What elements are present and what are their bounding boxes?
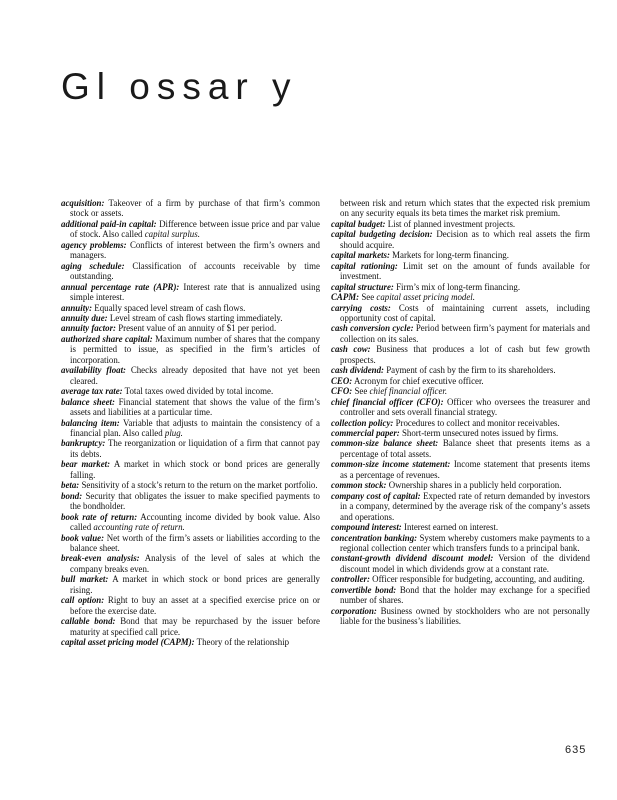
glossary-entry [331,574,590,584]
glossary-entry [331,219,590,229]
glossary-definition: Analysis of the level of sales at which the company breaks even. [70,553,320,574]
glossary-term: capital structure: [331,281,394,292]
glossary-definition: Accounting income divided by book value. Also called [70,511,320,533]
glossary-term: common-size income statement: [331,459,451,470]
glossary-entry [61,334,320,365]
glossary-entry [331,397,590,418]
glossary-entry [331,533,590,554]
glossary-entry [61,386,320,396]
glossary-definition: Short-term unsecured notes issued by firms. [399,427,559,438]
glossary-entry [61,323,320,333]
glossary-entry [61,533,320,554]
glossary-entry [331,418,590,428]
glossary-definition: See [352,386,370,397]
glossary-term: compound interest: [331,522,402,533]
glossary-entry [331,198,590,219]
glossary-definition: Decision as to which real assets the firm should acquire. [340,229,590,250]
glossary-term: agency problems: [61,239,127,250]
glossary-definition: Bond that the holder may exchange for a specified number of shares. [340,584,590,606]
glossary-definition: Financial statement that shows the value of the firm’s assets and liabilities at a particular time. [70,396,320,418]
glossary-definition: Acronym for chief executive officer. [352,375,484,386]
glossary-entry [61,574,320,595]
glossary-term: capital budget: [331,218,386,229]
glossary-term: balance sheet: [61,396,115,407]
glossary-entry [61,282,320,303]
glossary-entry [331,261,590,282]
glossary-entry [61,480,320,490]
glossary-entry [331,480,590,490]
glossary-definition: List of planned investment projects. [385,218,516,229]
glossary-entry [61,438,320,459]
glossary-term: CEO: [331,375,353,386]
glossary-entry [61,418,320,439]
glossary-term: commercial paper: [331,427,400,438]
glossary-term: capital budgeting decision: [331,229,433,240]
glossary-entry [61,553,320,574]
glossary-term: cash dividend: [331,365,384,376]
glossary-term: CAPM: [331,292,360,303]
glossary-definition: A market in which stock or bond prices are generally falling. [70,459,320,480]
glossary-term: capital rationing: [331,260,398,271]
glossary-entry [331,522,590,532]
glossary-definition: Takeover of a firm by purchase of that firm’s common stock or assets. [70,198,320,219]
glossary-entry [61,491,320,512]
glossary-definition: Interest rate that is annualized using simple interest. [70,281,321,303]
glossary-column-right [331,198,590,627]
glossary-cross-reference: accounting rate of return. [93,522,185,533]
glossary-entry [331,323,590,344]
glossary-definition: Firm’s mix of long-term financing. [393,281,521,292]
glossary-entry [331,344,590,365]
glossary-term: capital asset pricing model (CAPM): [61,637,195,648]
glossary-definition: between risk and return which states that the expected risk premium on any security equals its beta times the market risk premium. [340,198,590,219]
glossary-definition: Theory of the relationship [194,637,290,648]
glossary-entry [331,438,590,459]
glossary-entry [331,292,590,302]
glossary-term: chief financial officer (CFO): [331,396,444,407]
glossary-definition: Sensitivity of a stock’s return to the return on the market portfolio. [79,480,318,491]
glossary-entry [61,219,320,240]
glossary-definition: Business owned by stockholders who are not personally liable for the business’s liabilities. [340,605,590,627]
glossary-definition: Difference between issue price and par value of stock. Also called [70,218,320,240]
glossary-term: cash conversion cycle: [331,323,414,334]
glossary-cross-reference: capital surplus. [144,229,200,240]
glossary-term: company cost of capital: [331,490,421,501]
glossary-entry [61,637,320,647]
glossary-definition: Checks already deposited that have not yet been cleared. [70,365,320,386]
glossary-definition: Costs of maintaining current assets, including opportunity cost of capital. [340,302,590,323]
glossary-entry [331,282,590,292]
glossary-term: authorized share capital: [61,333,153,344]
glossary-definition: Income statement that presents items as a percentage of revenues. [340,459,590,480]
glossary-term: break-even analysis: [61,553,140,564]
glossary-term: call option: [61,595,105,606]
glossary-term: bull market: [61,574,109,585]
glossary-entry [61,397,320,418]
glossary-term: availability float: [61,365,126,376]
glossary-entry [61,459,320,480]
glossary-term: average tax rate: [61,386,123,397]
glossary-definition: Period between firm’s payment for materials and collection on its sales. [340,323,590,344]
glossary-entry [331,459,590,480]
glossary-definition: Conflicts of interest between the firm’s owners and managers. [70,239,320,261]
glossary-definition: Officer responsible for budgeting, accounting, and auditing. [369,574,585,585]
glossary-term: bond: [61,490,83,501]
glossary-definition: Officer who oversees the treasurer and controller and sets overall financial strategy. [340,396,591,418]
glossary-entry [331,428,590,438]
glossary-definition: Limit set on the amount of funds available for investment. [340,260,590,282]
glossary-definition: A market in which stock or bond prices are generally rising. [70,574,320,595]
glossary-definition: Markets for long-term financing. [389,250,509,261]
glossary-term: carrying costs: [331,302,391,313]
glossary-definition: Expected rate of return demanded by investors in a company, determined by the average risk of the company’s assets and operations. [340,490,590,522]
glossary-definition: System whereby customers make payments to a regional collection center which transfers funds to a principal bank. [340,532,590,553]
glossary-entry [331,303,590,324]
glossary-definition: Variable that adjusts to maintain the consistency of a financial plan. Also called [70,417,320,438]
glossary-entry [331,365,590,375]
glossary-entry [61,261,320,282]
glossary-term: common stock: [331,480,387,491]
glossary-definition: Payment of cash by the firm to its shareholders. [384,365,556,376]
glossary-definition: Classification of accounts receivable by time outstanding. [70,260,320,282]
glossary-entry [61,595,320,616]
glossary-entry [331,229,590,250]
glossary-column-left [61,198,320,647]
glossary-entry [61,240,320,261]
glossary-entry [331,553,590,574]
glossary-definition: Balance sheet that presents items as a percentage of total assets. [340,438,591,459]
glossary-term: book value: [61,532,105,543]
glossary-definition: Business that produces a lot of cash but few growth prospects. [340,344,590,365]
glossary-term: annuity: [61,302,93,313]
glossary-cross-reference: capital asset pricing model. [376,292,475,303]
glossary-definition: Security that obligates the issuer to make specified payments to the bondholder. [70,490,320,512]
glossary-term: convertible bond: [331,584,397,595]
glossary-entry [61,616,320,637]
glossary-definition: Right to buy an asset at a specified exercise price on or before the exercise date. [70,595,320,616]
glossary-definition: Equally spaced level stream of cash flows. [92,302,246,313]
glossary-term: collection policy: [331,417,394,428]
glossary-term: annual percentage rate (APR): [61,281,180,292]
glossary-definition: See [359,292,377,303]
glossary-entry [331,376,590,386]
glossary-term: aging schedule: [61,260,125,271]
glossary-term: corporation: [331,605,377,616]
glossary-cross-reference: chief financial officer. [369,386,448,397]
glossary-entry [331,606,590,627]
glossary-term: beta: [61,480,80,491]
glossary-definition: Net worth of the firm’s assets or liabilities according to the balance sheet. [70,532,320,553]
glossary-entry [61,365,320,386]
glossary-term: callable bond: [61,616,116,627]
glossary-definition: Bond that may be repurchased by the issuer before maturity at specified call price. [70,616,320,637]
glossary-term: book rate of return: [61,511,138,522]
glossary-term: additional paid-in capital: [61,218,157,229]
glossary-term: annuity due: [61,312,108,323]
glossary-entry [61,512,320,533]
glossary-entry [331,386,590,396]
glossary-term: controller: [331,574,370,585]
glossary-term: capital markets: [331,250,390,261]
glossary-entry [331,585,590,606]
glossary-term: annuity factor: [61,323,116,334]
glossary-definition: Interest earned on interest. [401,522,499,533]
page-title: Gl ossar y [61,66,298,107]
glossary-term: bankruptcy: [61,438,106,449]
glossary-definition: Version of the dividend discount model in which dividends grow at a constant rate. [340,553,590,574]
glossary-term: acquisition: [61,198,105,208]
glossary-entry [61,303,320,313]
glossary-definition: Ownership shares in a publicly held corporation. [386,480,562,491]
glossary-term: common-size balance sheet: [331,438,439,449]
glossary-definition: Total taxes owed divided by total income. [122,386,274,397]
glossary-term: cash cow: [331,344,371,355]
glossary-definition: Level stream of cash flows starting immediately. [107,312,283,323]
glossary-term: bear market: [61,459,111,470]
page-number: 635 [565,744,587,756]
glossary-term: balancing item: [61,417,120,428]
glossary-definition: Present value of an annuity of $1 per period. [115,323,277,334]
glossary-term: concentration banking: [331,532,418,543]
glossary-definition: Procedures to collect and monitor receivables. [393,417,560,428]
glossary-entry [61,313,320,323]
glossary-entry [331,491,590,522]
glossary-definition: The reorganization or liquidation of a firm that cannot pay its debts. [70,438,320,459]
glossary-entry [61,198,320,219]
glossary-term: CFO: [331,386,353,397]
glossary-term: constant-growth dividend discount model: [331,553,494,564]
glossary-entry [331,250,590,260]
glossary-definition: Maximum number of shares that the company is permitted to issue, as specified in the firm’s articles of incorporation. [70,333,320,365]
glossary-cross-reference: plug. [164,427,183,438]
